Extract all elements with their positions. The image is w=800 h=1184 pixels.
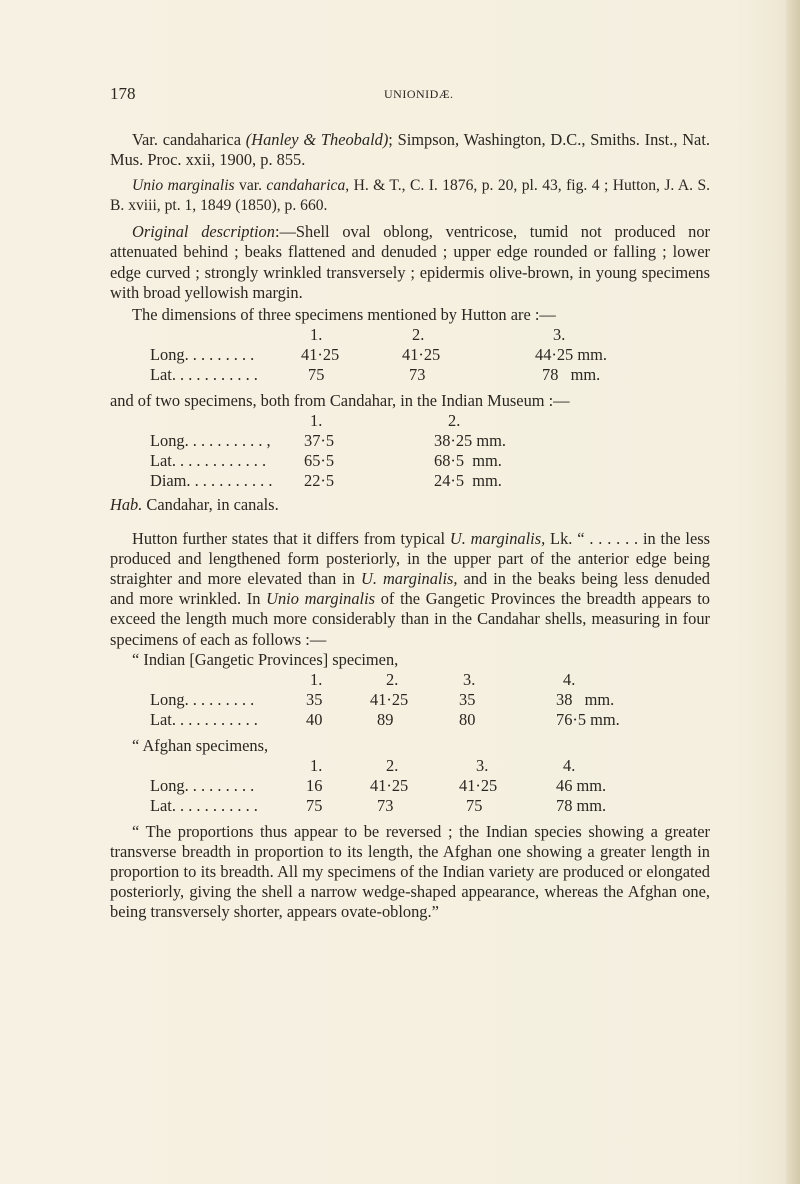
hutton-measure-table bbox=[110, 325, 710, 385]
page-header bbox=[0, 84, 800, 108]
col-header: 4. bbox=[563, 755, 576, 775]
table-cell: 73 bbox=[409, 364, 426, 384]
para-text: Lk. “ . . . . . . in the less produced and lengthened form posteriorly, in the upper part of the anterior edge being straighter and more elevated than in bbox=[110, 529, 710, 589]
table-cell: 75 bbox=[466, 795, 483, 815]
hutton-intro: The dimensions of three specimens mentioned by Hutton are :— bbox=[132, 304, 556, 324]
col-header: 1. bbox=[310, 410, 323, 430]
table-cell: 41·25 bbox=[402, 344, 441, 364]
row-label: Lat. . . . . . . . . . . bbox=[150, 709, 258, 729]
description-label: Original description bbox=[132, 222, 275, 242]
variety-entry bbox=[110, 130, 710, 170]
table-row bbox=[110, 796, 710, 816]
table-cell: 38 mm. bbox=[556, 689, 615, 709]
table-header-row bbox=[110, 670, 710, 690]
table-row bbox=[110, 776, 710, 796]
synonym-var-name: candaharica bbox=[266, 177, 346, 195]
page-edge bbox=[786, 0, 800, 1184]
description-text: :—Shell oval oblong, ventricose, tumid not produced nor attenuated behind ; beaks flattened and denuded ; upper edge rounded or falling ; lower edge curved ; strongly wrinkled transversely ; epidermis olive-brown, in young specimens with broad yellowish margin. bbox=[110, 222, 711, 302]
table-cell: 73 bbox=[377, 795, 394, 815]
col-header: 3. bbox=[476, 755, 489, 775]
table-row bbox=[110, 365, 710, 385]
closing-paragraph: “ The proportions thus appear to be reversed ; the Indian species showing a greater transverse breadth in proportion to its length, the Afghan one showing a greater length in proportion to its breadth. All my specimens of the Indian variety are produced or elongated posteriorly, giving the shell a narrow wedge-shaped appearance, whereas the Afghan one, being transversely shorter, appears ovate-oblong.” bbox=[110, 821, 710, 922]
col-header: 1. bbox=[310, 669, 323, 689]
col-header: 1. bbox=[310, 324, 323, 344]
table-row bbox=[110, 345, 710, 365]
species-name: Unio marginalis bbox=[266, 589, 376, 609]
row-label: Long. . . . . . . . . bbox=[150, 344, 255, 364]
col-header: 1. bbox=[310, 755, 323, 775]
table-row bbox=[110, 451, 710, 471]
row-label: Diam. . . . . . . . . . . bbox=[150, 470, 273, 490]
para-text: of the Gangetic Provinces the breadth appears to exceed the length much more considerably than in the Candahar shells, measuring in four specimens of each as follows :— bbox=[110, 589, 710, 649]
afghan-measure-table bbox=[110, 756, 710, 816]
page-body bbox=[110, 130, 710, 922]
table-header-row bbox=[110, 756, 710, 776]
table-cell: 16 bbox=[306, 775, 323, 795]
table-cell: 44·25 mm. bbox=[535, 344, 607, 364]
row-label: Long. . . . . . . . . . , bbox=[150, 430, 271, 450]
habitat bbox=[110, 495, 710, 515]
variety-name: candaharica bbox=[162, 130, 241, 149]
table-cell: 68·5 mm. bbox=[434, 450, 502, 470]
table-cell: 46 mm. bbox=[556, 775, 607, 795]
table-cell: 38·25 mm. bbox=[434, 430, 506, 450]
table-row bbox=[110, 690, 710, 710]
afghan-intro: “ Afghan specimens, bbox=[132, 735, 269, 755]
col-header: 3. bbox=[553, 324, 566, 344]
para-text: Hutton further states that it differs from typical bbox=[132, 529, 450, 549]
indian-intro: “ Indian [Gangetic Provinces] specimen, bbox=[132, 649, 399, 669]
table-cell: 35 bbox=[306, 689, 323, 709]
table-cell: 80 bbox=[459, 709, 476, 729]
original-description bbox=[110, 222, 710, 302]
col-header: 2. bbox=[448, 410, 461, 430]
habitat-label: Hab. bbox=[110, 494, 143, 514]
hutton-further-paragraph bbox=[110, 529, 710, 650]
table-cell: 35 bbox=[459, 689, 476, 709]
species-name: U. marginalis, bbox=[361, 569, 458, 589]
table-cell: 41·25 bbox=[301, 344, 340, 364]
table-cell: 65·5 bbox=[304, 450, 335, 470]
variety-author: (Hanley & Theobald) bbox=[245, 130, 389, 149]
col-header: 2. bbox=[412, 324, 425, 344]
row-label: Long. . . . . . . . . bbox=[150, 775, 255, 795]
variety-reference: ; Simpson, Washington, D.C., Smiths. Inst., Nat. Mus. Proc. xxii, 1900, p. 855. bbox=[110, 130, 710, 170]
row-label: Lat. . . . . . . . . . . bbox=[150, 795, 258, 815]
table-cell: 41·25 bbox=[370, 775, 409, 795]
table-cell: 75 bbox=[306, 795, 323, 815]
table-cell: 89 bbox=[377, 709, 394, 729]
entry-prefix: Var. bbox=[132, 130, 163, 149]
col-header: 3. bbox=[463, 669, 476, 689]
synonym-reference bbox=[110, 176, 710, 216]
col-header: 2. bbox=[386, 755, 399, 775]
museum-intro: and of two specimens, both from Candahar, in the Indian Museum :— bbox=[110, 390, 570, 410]
col-header: 4. bbox=[563, 669, 576, 689]
synonym-var: var. bbox=[234, 177, 267, 195]
museum-measure-table bbox=[110, 411, 710, 491]
table-cell: 22·5 bbox=[304, 470, 335, 490]
table-cell: 24·5 mm. bbox=[434, 470, 502, 490]
habitat-text: Candahar, in canals. bbox=[142, 494, 279, 514]
row-label: Long. . . . . . . . . bbox=[150, 689, 255, 709]
table-cell: 41·25 bbox=[370, 689, 409, 709]
table-row bbox=[110, 710, 710, 730]
row-label: Lat. . . . . . . . . . . bbox=[150, 364, 258, 384]
species-name: U. marginalis, bbox=[449, 529, 546, 549]
table-row bbox=[110, 431, 710, 451]
synonym-name: Unio marginalis bbox=[132, 177, 235, 195]
running-head: UNIONIDÆ. bbox=[384, 87, 454, 101]
col-header: 2. bbox=[386, 669, 399, 689]
indian-measure-table bbox=[110, 670, 710, 730]
table-row bbox=[110, 471, 710, 491]
row-label: Lat. . . . . . . . . . . . bbox=[150, 450, 267, 470]
para-text: and in the beaks being less denuded and more wrinkled. In bbox=[110, 569, 710, 609]
table-header-row bbox=[110, 411, 710, 431]
page-number: 178 bbox=[110, 84, 136, 103]
table-header-row bbox=[110, 325, 710, 345]
table-cell: 78 mm. bbox=[556, 795, 607, 815]
table-cell: 76·5 mm. bbox=[556, 709, 620, 729]
table-cell: 40 bbox=[306, 709, 323, 729]
table-cell: 41·25 bbox=[459, 775, 498, 795]
synonym-ref-text: , H. & T., C. I. 1876, p. 20, pl. 43, fig. 4 ; Hutton, J. A. S. B. xviii, pt. 1, 1849 (1850), p. 660. bbox=[110, 177, 711, 215]
table-cell: 37·5 bbox=[304, 430, 335, 450]
table-cell: 78 mm. bbox=[542, 364, 601, 384]
table-cell: 75 bbox=[308, 364, 325, 384]
